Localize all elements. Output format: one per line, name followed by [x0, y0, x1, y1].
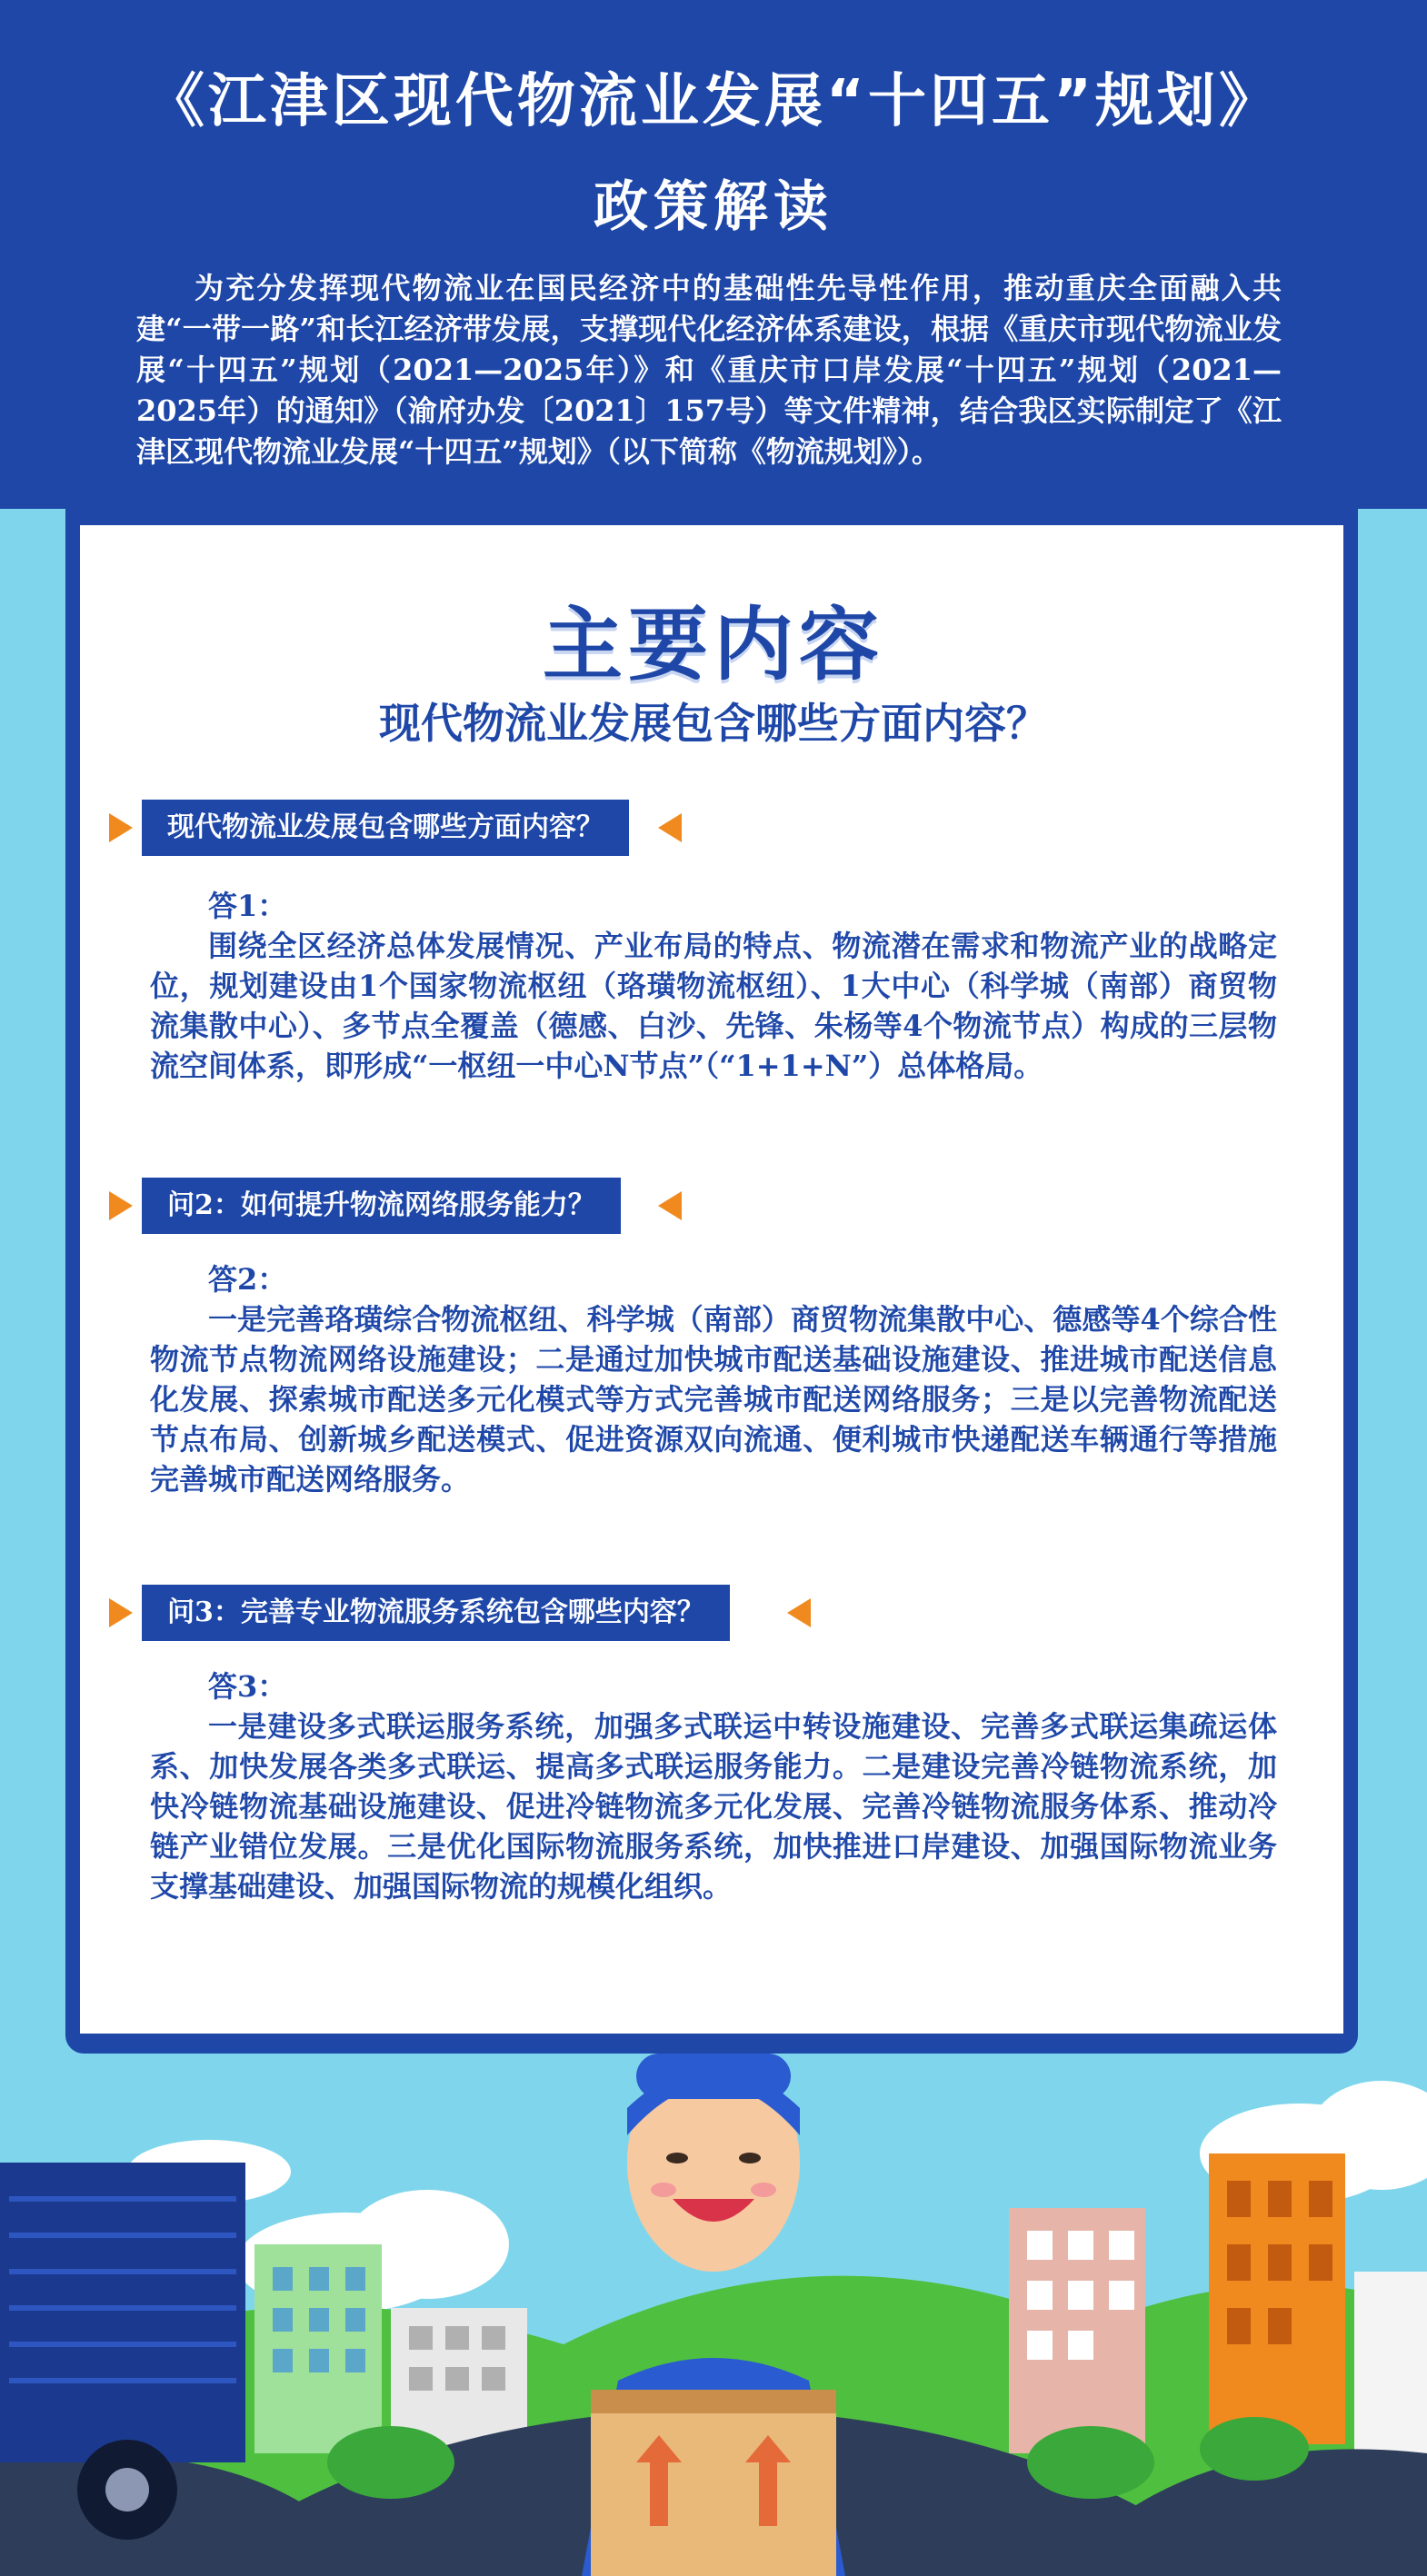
arrow-left-icon	[658, 813, 682, 842]
answer-block	[150, 886, 1277, 1086]
answer-text: 围绕全区经济总体发展情况、产业布局的特点、物流潜在需求和物流产业的战略定位，规划建设由1个国家物流枢纽（珞璜物流枢纽）、1大中心（科学城（南部）商贸物流集散中心）、多节点全覆盖（德感、白沙、先锋、朱杨等4个物流节点）构成的三层物流空间体系，即形成“一枢纽一中心N节点”（“1+1+N”）总体格局。	[150, 929, 1277, 1083]
building-icon	[1009, 2153, 1427, 2453]
package-box-icon	[591, 2390, 836, 2576]
delivery-scene-illustration	[0, 2035, 1427, 2576]
question-label: 问2：如何提升物流网络服务能力？	[142, 1178, 621, 1234]
section-title: 主要内容	[542, 598, 884, 691]
answer-block	[150, 1666, 1277, 1906]
answer-block	[150, 1259, 1277, 1499]
answer-label: 答2：	[208, 1262, 287, 1297]
answer-text: 一是建设多式联运服务系统，加强多式联运中转设施建设、完善多式联运集疏运体系、加快发展各类多式联运、提高多式联运服务能力。二是建设完善冷链物流系统，加快冷链物流基础设施建设、促进冷链物流多元化发展、完善冷链物流服务体系、推动冷链产业错位发展。三是优化国际物流服务系统，加快推进口岸建设、加强国际物流业务支撑基础建设、加强国际物流的规模化组织。	[150, 1709, 1277, 1904]
answer-label: 答1：	[208, 889, 287, 923]
page-subtitle: 政策解读	[594, 175, 833, 239]
arrow-right-icon	[109, 1191, 133, 1220]
section-subtitle: 现代物流业发展包含哪些方面内容？	[379, 699, 1048, 748]
answer-text: 一是完善珞璜综合物流枢纽、科学城（南部）商贸物流集散中心、德感等4个综合性物流节点物流网络设施建设；二是通过加快城市配送基础设施建设、推进城市配送信息化发展、探索城市配送多元化模式等方式完善城市配送网络服务；三是以完善物流配送节点布局、创新城乡配送模式、促进资源双向流通、便利城市快递配送车辆通行等措施完善城市配送网络服务。	[150, 1302, 1277, 1497]
page-title: 《江津区现代物流业发展“十四五”规划》	[145, 68, 1282, 135]
answer-label: 答3：	[208, 1669, 287, 1704]
arrow-right-icon	[109, 1598, 133, 1627]
question-label: 现代物流业发展包含哪些方面内容？	[142, 800, 629, 856]
question-label: 问3：完善专业物流服务系统包含哪些内容？	[142, 1585, 730, 1641]
arrow-left-icon	[787, 1598, 811, 1627]
arrow-right-icon	[109, 813, 133, 842]
intro-paragraph: 为充分发挥现代物流业在国民经济中的基础性先导性作用，推动重庆全面融入共建“一带一路”和长江经济带发展，支撑现代化经济体系建设，根据《重庆市现代物流业发展“十四五”规划（2021—2025年）》和《重庆市口岸发展“十四五”规划（2021—2025年）的通知》（渝府办发〔2021〕157号）等文件精神，结合我区实际制定了《江津区现代物流业发展“十四五”规划》（以下简称《物流规划》）。	[136, 271, 1282, 469]
arrow-left-icon	[658, 1191, 682, 1220]
